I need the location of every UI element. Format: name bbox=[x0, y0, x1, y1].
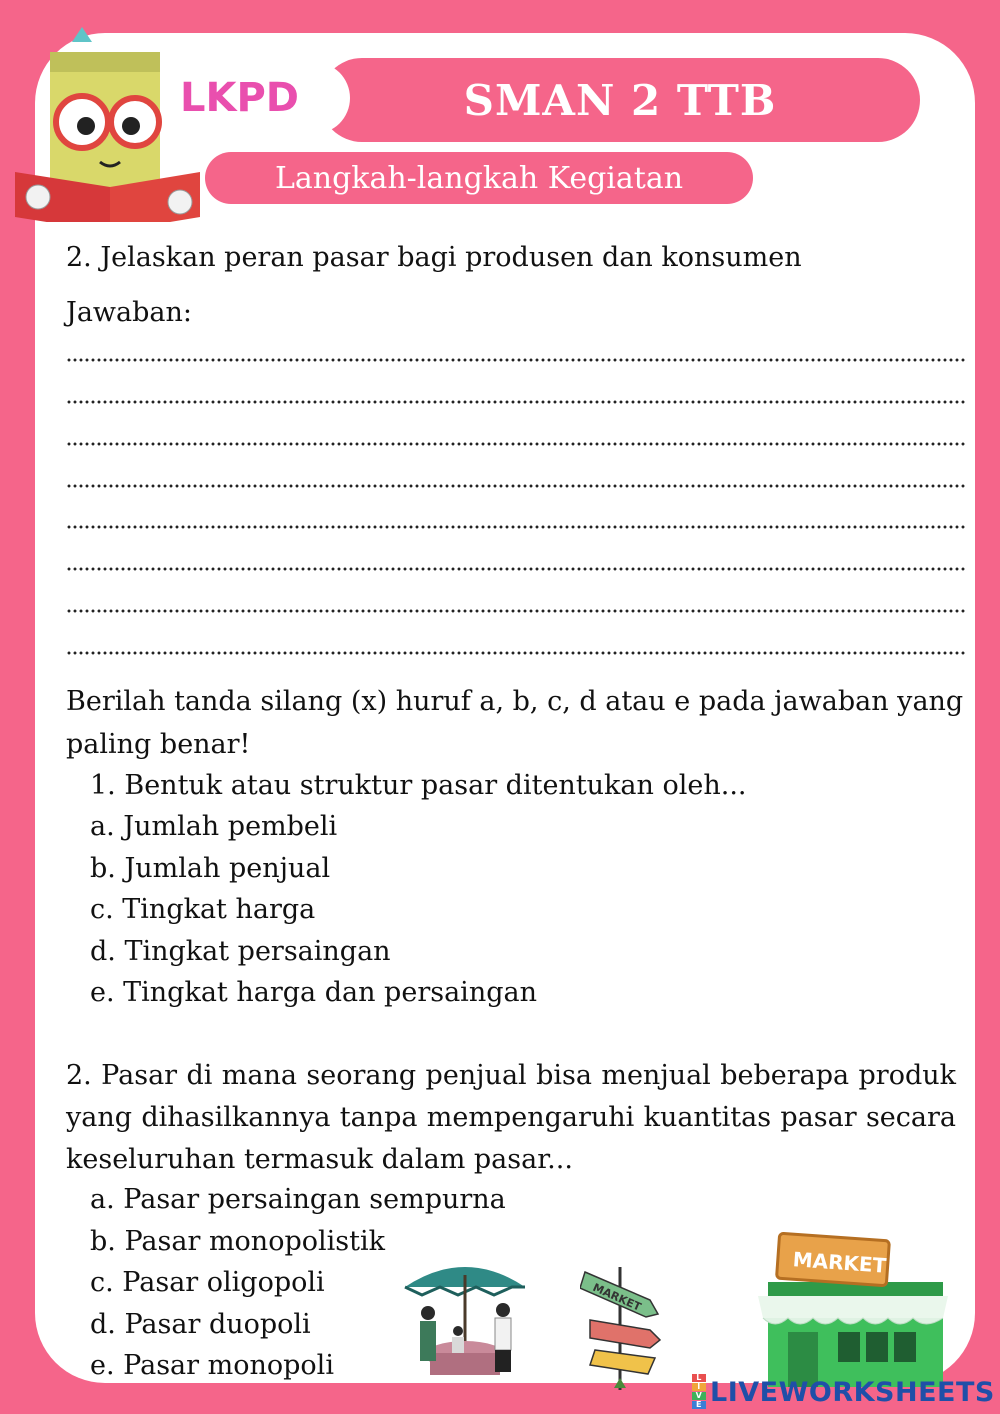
subtitle-bar bbox=[205, 152, 753, 204]
market-building-icon bbox=[748, 1232, 958, 1392]
answer-line-7[interactable] bbox=[66, 607, 966, 615]
logo-letter-v: V bbox=[692, 1392, 706, 1400]
answer-line-2[interactable] bbox=[66, 398, 966, 406]
mc1-option-b[interactable]: b. Jumlah penjual bbox=[90, 852, 331, 884]
mc1-option-d[interactable]: d. Tingkat persaingan bbox=[90, 935, 391, 967]
school-name: SMAN 2 TTB bbox=[463, 75, 777, 125]
answer-line-1[interactable] bbox=[66, 356, 966, 364]
mc1-option-e[interactable]: e. Tingkat harga dan persaingan bbox=[90, 977, 537, 1008]
mc1-question-text: Bentuk atau struktur pasar ditentukan oleh... bbox=[124, 770, 747, 801]
market-signpost-icon bbox=[580, 1262, 665, 1397]
essay-question: 2. Jelaskan peran pasar bagi produsen dan konsumen bbox=[66, 242, 802, 273]
answer-line-4[interactable] bbox=[66, 482, 966, 490]
watermark-text: LIVEWORKSHEETS bbox=[710, 1376, 995, 1408]
answer-line-8[interactable] bbox=[66, 649, 966, 657]
mc2-option-e[interactable]: e. Pasar monopoli bbox=[90, 1350, 334, 1381]
logo-letter-e: E bbox=[692, 1401, 706, 1409]
mc1-option-a[interactable]: a. Jumlah pembeli bbox=[90, 811, 338, 842]
answer-line-6[interactable] bbox=[66, 565, 966, 573]
mc2-option-c[interactable]: c. Pasar oligopoli bbox=[90, 1267, 325, 1298]
mc1-options bbox=[90, 806, 537, 1014]
answer-line-5[interactable] bbox=[66, 523, 966, 531]
mc1-question bbox=[90, 765, 747, 807]
answer-label: Jawaban: bbox=[66, 297, 192, 328]
mc1-option-c[interactable]: c. Tingkat harga bbox=[90, 894, 316, 925]
logo-letter-i: I bbox=[692, 1383, 706, 1391]
mc2-option-a[interactable]: a. Pasar persaingan sempurna bbox=[90, 1184, 506, 1215]
market-sign-text: MARKET bbox=[792, 1247, 888, 1278]
instruction-text: Berilah tanda silang (x) huruf a, b, c, d atau e pada jawaban yang paling benar! bbox=[66, 686, 964, 760]
signpost-text: MARKET bbox=[590, 1280, 644, 1314]
book-mascot-icon bbox=[10, 22, 210, 222]
mc2-question: 2. Pasar di mana seorang penjual bisa menjual beberapa produk yang dihasilkannya tanpa mempengaruhi kuantitas pasar secara keseluruhan termasuk dalam pasar... bbox=[66, 1060, 956, 1175]
mc2-option-b[interactable]: b. Pasar monopolistik bbox=[90, 1225, 385, 1257]
liveworksheets-logo-icon bbox=[692, 1374, 706, 1410]
logo-letter-l: L bbox=[692, 1374, 706, 1382]
market-stall-illustration-icon bbox=[400, 1255, 530, 1385]
mc1-number: 1. bbox=[90, 770, 116, 801]
lkpd-text: LKPD bbox=[180, 75, 300, 121]
liveworksheets-watermark bbox=[692, 1374, 995, 1410]
answer-line-3[interactable] bbox=[66, 440, 966, 448]
subtitle-text: Langkah-langkah Kegiatan bbox=[274, 160, 684, 196]
school-title-bar bbox=[320, 58, 920, 142]
mc2-option-d[interactable]: d. Pasar duopoli bbox=[90, 1308, 311, 1340]
